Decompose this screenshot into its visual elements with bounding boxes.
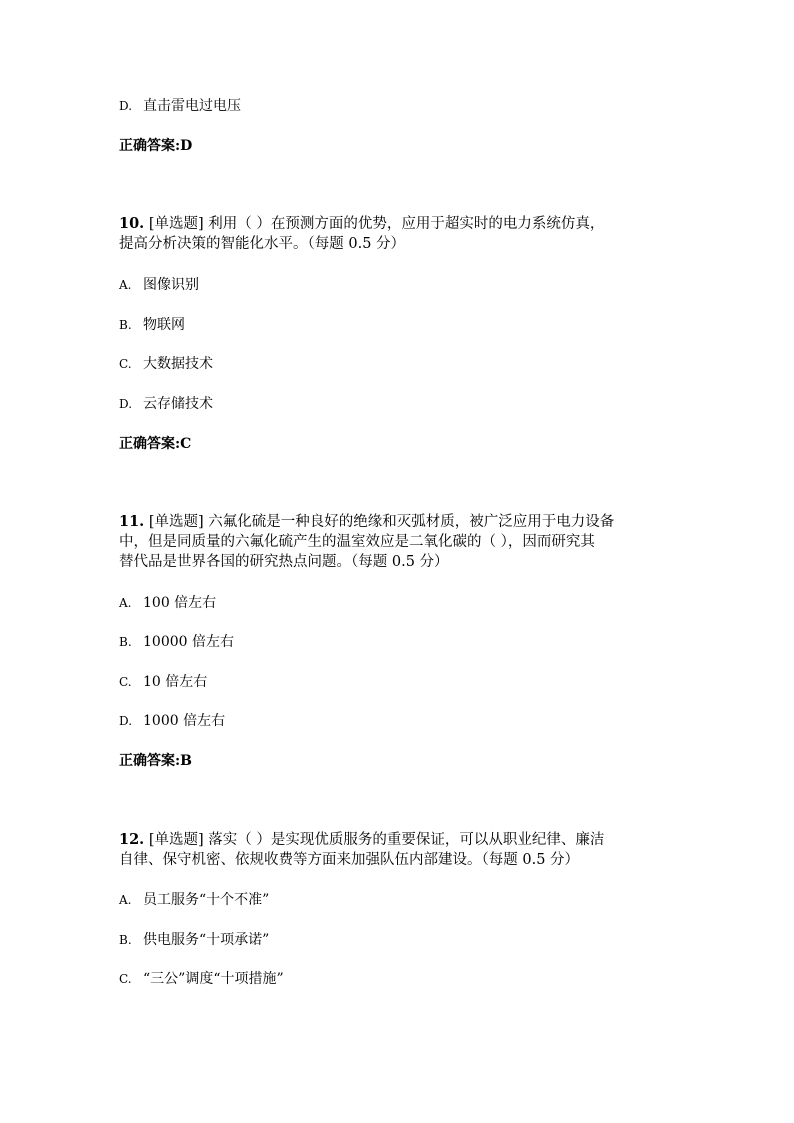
option-text: “三公”调度“十项措施” bbox=[143, 971, 284, 987]
option-text: 直击雷电过电压 bbox=[143, 98, 241, 114]
option-d bbox=[119, 394, 213, 414]
question-11-line-3: 替代品是世界各国的研究热点问题。（每题 0.5 分） bbox=[119, 554, 449, 570]
question-10-line-1 bbox=[119, 214, 604, 234]
question-number: 10. bbox=[119, 215, 145, 232]
question-text: [单选题] 六氟化硫是一种良好的绝缘和灭弧材质，被广泛应用于电力设备 bbox=[148, 514, 615, 530]
option-text: 1000 倍左右 bbox=[143, 713, 226, 729]
option-b bbox=[119, 315, 185, 335]
option-c bbox=[119, 969, 284, 989]
option-letter: C. bbox=[119, 972, 132, 986]
question-number: 11. bbox=[119, 513, 145, 530]
question-11-line-2: 中，但是同质量的六氟化硫产生的温室效应是二氧化碳的（ ），因而研究其 bbox=[119, 534, 595, 550]
option-letter: A. bbox=[119, 278, 132, 292]
option-d bbox=[119, 96, 241, 116]
correct-answer: 正确答案:B bbox=[119, 753, 193, 769]
option-text: 10 倍左右 bbox=[143, 674, 208, 690]
option-text: 10000 倍左右 bbox=[143, 634, 234, 650]
option-a bbox=[119, 275, 199, 295]
option-d bbox=[119, 711, 225, 731]
option-letter: A. bbox=[119, 893, 132, 907]
option-c bbox=[119, 354, 213, 374]
correct-answer: 正确答案:C bbox=[119, 436, 192, 452]
question-11-line-1 bbox=[119, 512, 614, 532]
option-letter: B. bbox=[119, 635, 132, 649]
option-text: 大数据技术 bbox=[143, 356, 213, 372]
option-text: 云存储技术 bbox=[143, 396, 213, 412]
option-text: 100 倍左右 bbox=[143, 595, 217, 611]
option-c bbox=[119, 672, 207, 692]
option-letter: C. bbox=[119, 357, 132, 371]
option-text: 图像识别 bbox=[143, 277, 199, 293]
option-a bbox=[119, 593, 216, 613]
option-text: 员工服务“十个不准” bbox=[143, 892, 270, 908]
question-10-line-2: 提高分析决策的智能化水平。（每题 0.5 分） bbox=[119, 236, 406, 252]
option-text: 物联网 bbox=[143, 317, 185, 333]
option-text: 供电服务“十项承诺” bbox=[143, 932, 270, 948]
question-text: [单选题] 利用（ ）在预测方面的优势，应用于超实时的电力系统仿真， bbox=[148, 216, 605, 232]
question-12-line-1 bbox=[119, 830, 604, 850]
correct-answer: 正确答案:D bbox=[119, 138, 193, 154]
option-letter: D. bbox=[119, 397, 133, 411]
question-text: [单选题] 落实（ ）是实现优质服务的重要保证，可以从职业纪律、廉洁 bbox=[148, 832, 605, 848]
option-letter: D. bbox=[119, 99, 133, 113]
question-12-line-2: 自律、保守机密、依规收费等方面来加强队伍内部建设。（每题 0.5 分） bbox=[119, 852, 580, 868]
option-a bbox=[119, 890, 269, 910]
option-letter: B. bbox=[119, 933, 132, 947]
option-letter: D. bbox=[119, 714, 133, 728]
option-letter: B. bbox=[119, 318, 132, 332]
option-letter: C. bbox=[119, 675, 132, 689]
question-number: 12. bbox=[119, 831, 145, 848]
option-b bbox=[119, 930, 269, 950]
option-letter: A. bbox=[119, 596, 132, 610]
option-b bbox=[119, 632, 234, 652]
